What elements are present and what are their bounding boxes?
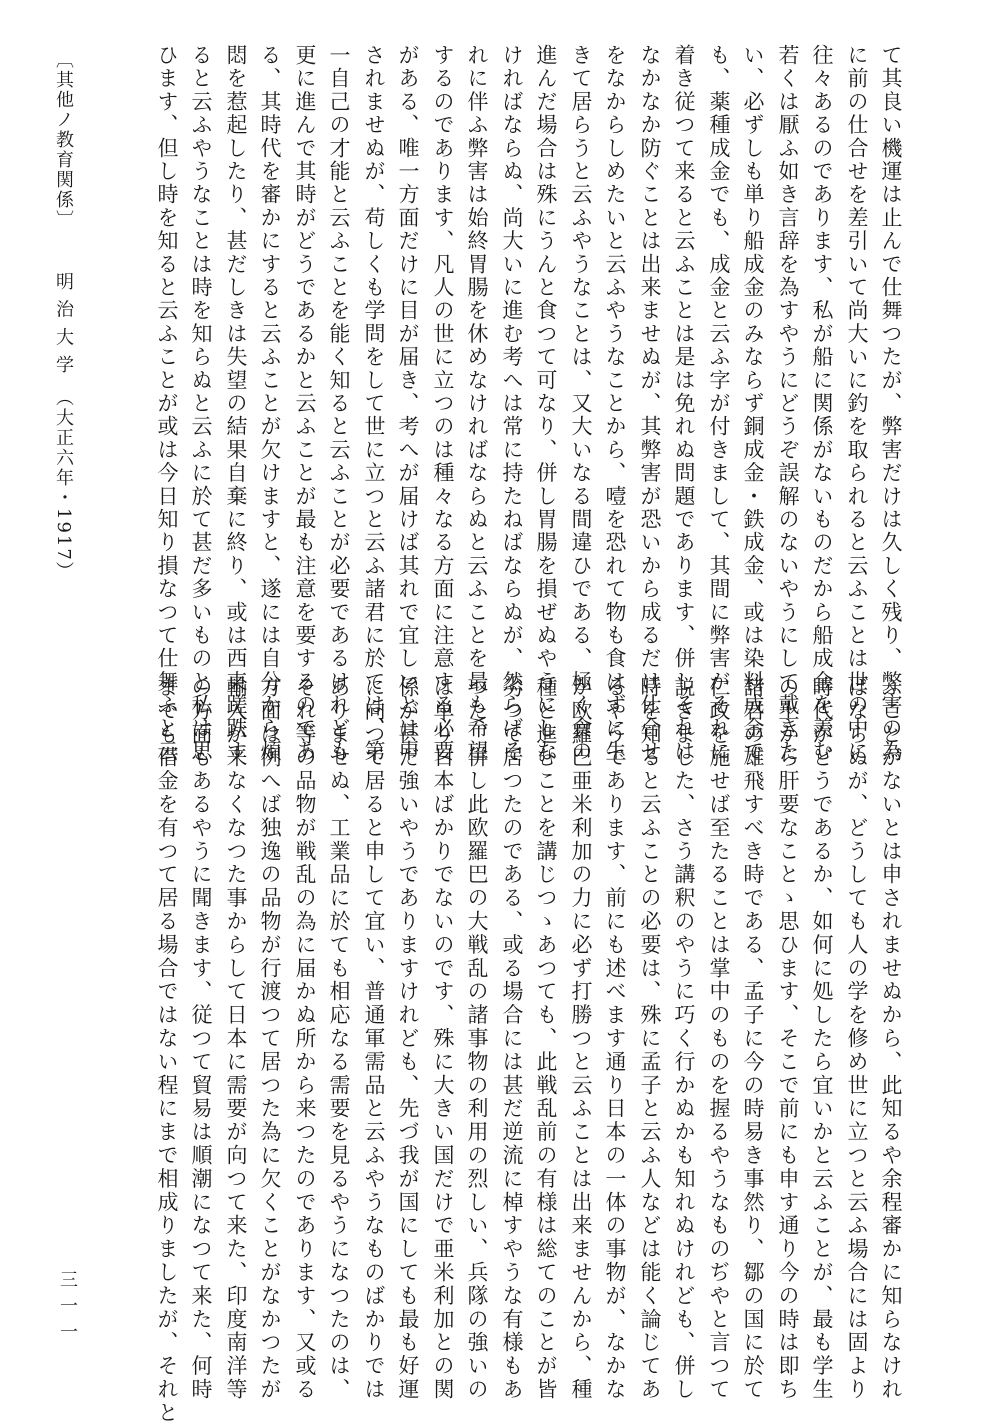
lower-column: 係が甚だ強いやうでありますけれども、先づ我が国にしても最も好運: [396, 676, 420, 1402]
lower-column: 説きました、さう講釈のやうに巧く行かぬかも知れぬけれども、併し: [672, 676, 696, 1402]
lower-column: は単り日本ばかりでないのです、殊に大きい国だけで亜米利加との関: [431, 676, 455, 1402]
lower-column: つた、併し此欧羅巴の大戦乱の諸事物の利用の烈しい、兵隊の強いの: [465, 676, 489, 1402]
upper-column: 往々あるのであります、私が船に関係がないものだから船成金を羨む: [810, 44, 834, 764]
upper-column: て其良い機運は止んで仕舞つたが、弊害だけは久しく残り、弊害の為: [879, 44, 903, 764]
running-header-date: （大正六年・1917）: [53, 388, 74, 582]
upper-column: きて居らうと云ふやうなことは、又大いなる間違ひである、極く食の: [569, 44, 593, 764]
upper-column: 進んだ場合は殊にうんと食つて可なり、併し胃腸を損ぜぬやうにしな: [534, 44, 558, 764]
upper-column: なかなか防ぐことは出来ませぬが、其弊害が恐いから成るだけ仕合せ: [638, 44, 662, 764]
upper-column: がある、唯一方面だけに目が届き、考へが届けば其れで宜しいとは申: [396, 44, 420, 764]
lower-column: 劣つて居つたのである、或る場合には甚だ逆流に棹すやうな有様もあ: [500, 676, 524, 1402]
lower-column: に向つて居ると申して宜い、普通軍需品と云ふやうなものばかりでは: [362, 676, 386, 1402]
upper-column: 着き従つて来ると云ふことは是は免れぬ問題であります、併しそれは: [672, 44, 696, 764]
upper-column: 更に進んで其時がどうであるかと云ふことが最も注意を要するのであ: [293, 44, 317, 764]
upper-column: ひます、但し時を知ると云ふことが或は今日知り損なつて仕舞ふと云: [155, 44, 179, 764]
upper-column: い、必ずしも単り船成金のみならず銅成金・鉄成金、或は染料成金で: [741, 44, 765, 764]
upper-column: するのであります、凡人の世に立つのは種々なる方面に注意する必要: [431, 44, 455, 764]
upper-column: 若くは厭ふ如き言辞を為すやうにどうぞ誤解のないやうにして戴きた: [776, 44, 800, 764]
lower-column: ありませぬ、工業品に於ても相応なる需要を見るやうになつたのは、: [327, 676, 351, 1402]
lower-column: 仁政を施せば至たることは掌中のものを握るやうなものぢやと言つて: [707, 676, 731, 1402]
lower-column: 種と進むことを講じつゝあつても、此戦乱前の有様は総てのことが皆: [534, 676, 558, 1402]
lower-column: それ等の品物が戦乱の為に届かぬ所から来つたのであります、又或る: [293, 676, 317, 1402]
upper-column: も、薬種成金でも、成金と云ふ字が付きまして、其間に弊害がそれに: [707, 44, 731, 764]
upper-column: れに伴ふ弊害は始終胃腸を休めなければならぬと云ふことを最も希望: [465, 44, 489, 764]
upper-column: をなからしめたいと云ふやうなことから、噎を恐れて物も食はずに生: [603, 44, 627, 764]
lower-column: るやうであります、前にも述べます通り日本の一体の事物が、なかな: [603, 676, 627, 1402]
lower-column: ふことがないとは申されませぬから、此知るや余程審かに知らなけれ: [879, 676, 903, 1402]
upper-column: 悶を惹起したり、甚だしきは失望の結果自棄に終り、或は西東蹉跌す: [224, 44, 248, 764]
lower-column: 輸入が来なくなつた事からして日本に需要が向つて来た、印度南洋等: [224, 676, 248, 1402]
lower-column: の方面もあるやうに聞きます、従つて貿易は順潮になつて来た、何時: [189, 676, 213, 1402]
lower-column: までも借金を有つて居る場合ではない程にまで相成りましたが、それと: [155, 676, 179, 1425]
lower-column: ばならぬが、どうしても人の学を修め世に立つと云ふ場合には固より: [845, 676, 869, 1402]
running-header-category: 〔其他ノ教育関係〕: [53, 50, 74, 230]
lower-column: 諸君の雄飛すべき時である、孟子に今の時易き事然り、鄒の国に於て: [741, 676, 765, 1402]
lower-column: 時を知ると云ふことの必要は、殊に孟子と云ふ人などは能く論じてあ: [638, 676, 662, 1402]
running-header-school: 明 治 大 学: [53, 272, 74, 376]
lower-column: の上から肝要なことゝ思ひます、そこで前にも申す通り今の時は即ち: [776, 676, 800, 1402]
upper-column: ると云ふやうなことは時を知らぬと云ふに於て甚だ多いものと私は思: [189, 44, 213, 764]
upper-column: る、其時代を審かにすると云ふことが欠けますと、遂には自分から煩: [258, 44, 282, 764]
lower-column: か欧羅巴亜米利加の力に必ず打勝つと云ふことは出来ませんから、種: [569, 676, 593, 1402]
page-number: 三一一: [57, 1270, 78, 1348]
lower-column: 時代がどうであるか、如何に処したら宜いかと云ふことが、最も学生: [810, 676, 834, 1402]
upper-column: ければならぬ、尚大いに進む考へは常に持たねばならぬが、然らばそ: [500, 44, 524, 764]
lower-column: 方面は例へば独逸の品物が行渡つて居つた為に欠くことがなかつたが: [258, 676, 282, 1402]
upper-column: 一自己の才能と云ふことを能く知ると云ふことが必要であるけれども: [327, 44, 351, 764]
upper-column: に前の仕合せを差引いて尚大いに釣を取られると云ふことは世の中に: [845, 44, 869, 764]
upper-column: されませぬが、苟しくも学問をして世に立つと云ふ諸君に於ては、第: [362, 44, 386, 764]
